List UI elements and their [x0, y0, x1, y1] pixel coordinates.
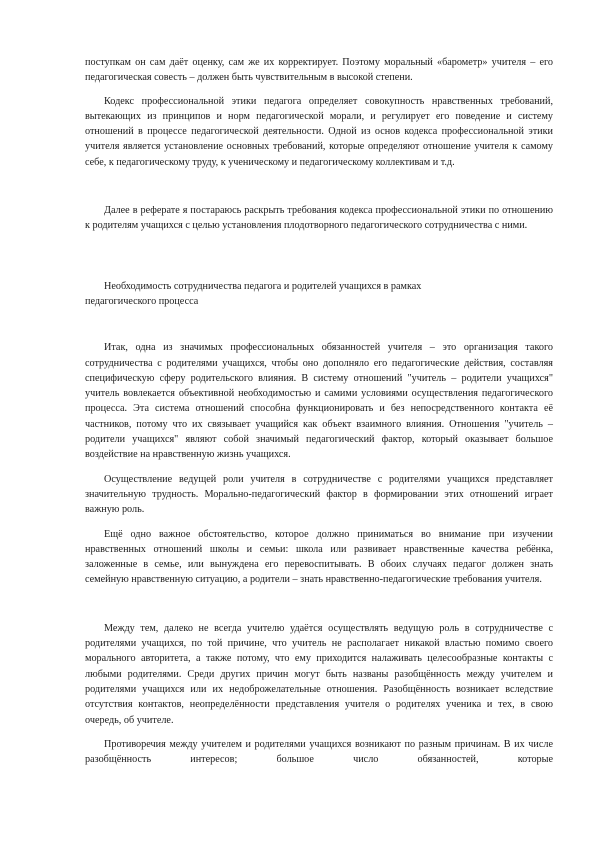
- paragraph-3: Далее в реферате я постараюсь раскрыть требования кодекса профессиональной этики по отношению к родителям учащихся с целью установления плодотворного педагогического сотрудничества с ними.: [85, 205, 553, 232]
- paragraph-2: Кодекс профессиональной этики педагога определяет совокупность нравственных требований, вытекающих из принципов и норм педагогической морали, и регулирует его поведение и систему отношений в процессе педагогической деятельности. Одной из основ кодекса профессиональной этики учителя является установление основных требований, которые определяют отношение учителя к самому себе, к педагогическому труду, к ученическому и педагогическому коллективам и т.д.: [85, 95, 553, 168]
- section-heading-line-2: педагогического процесса: [85, 295, 199, 307]
- paragraph-8: Противоречия между учителем и родителями учащихся возникают по разным причинам. В их числе разобщённость интересов; большое число обязанностей, которые: [85, 738, 553, 766]
- section-heading: [85, 279, 553, 310]
- section-heading-line-1: Необходимость сотрудничества педагога и родителей учащихся в рамках: [104, 280, 422, 292]
- paragraph-6: Ещё одно важное обстоятельство, которое должно приниматься во внимание при изучении нравственных отношений школы и семьи: школа или развивает нравственные качества ребёнка, заложенные в семье, или вынуждена его перевоспитывать. В обоих случаях педагог должен знать семейную нравственную ситуацию, а родители – знать нравственно-педагогические требования учителя.: [85, 528, 553, 586]
- document-page: [85, 55, 553, 767]
- paragraph-7: Между тем, далеко не всегда учителю удаётся осуществлять ведущую роль в сотрудничестве с родителями учащихся, по той причине, что учитель не располагает никакой властью помимо своего морального авторитета, а также потому, что ему приходится налаживать целесообразные контакты с любыми родителями. Среди других причин могут быть названы разобщённость между учителем и родителями учащихся или их недоброжелательные отношения. Разобщённость возникает вследствие отсутствия контактов, неопределённости представления учителя о родителях ученика и тех, в свою очередь, об учителе.: [85, 622, 553, 726]
- paragraph-5: Осуществление ведущей роли учителя в сотрудничестве с родителями учащихся представляет значительную трудность. Морально-педагогический фактор в формировании этих отношений играет важную роль.: [85, 473, 553, 516]
- paragraph-4: Итак, одна из значимых профессиональных обязанностей учителя – это организация такого сотрудничества с родителями учащихся, чтобы оно дополняло его педагогические действия, составляя специфическую сферу родительского влияния. В систему отношений "учитель – родители учащихся" учитель вовлекается объективной необходимостью и самими условиями осуществления педагогического процесса. Эта система отношений способна функционировать и без непосредственного контакта её частников, потому что их связывает учащийся как объект взаимного влияния. Отношения "учитель – родители учащихся" являют собой значимый педагогический фактор, который оказывает большое воздействие на нравственную жизнь учащихся.: [85, 342, 553, 461]
- paragraph-1: поступкам он сам даёт оценку, сам же их корректирует. Поэтому моральный «барометр» учителя – его педагогическая совесть – должен быть чувствительным в высокой степени.: [85, 57, 553, 84]
